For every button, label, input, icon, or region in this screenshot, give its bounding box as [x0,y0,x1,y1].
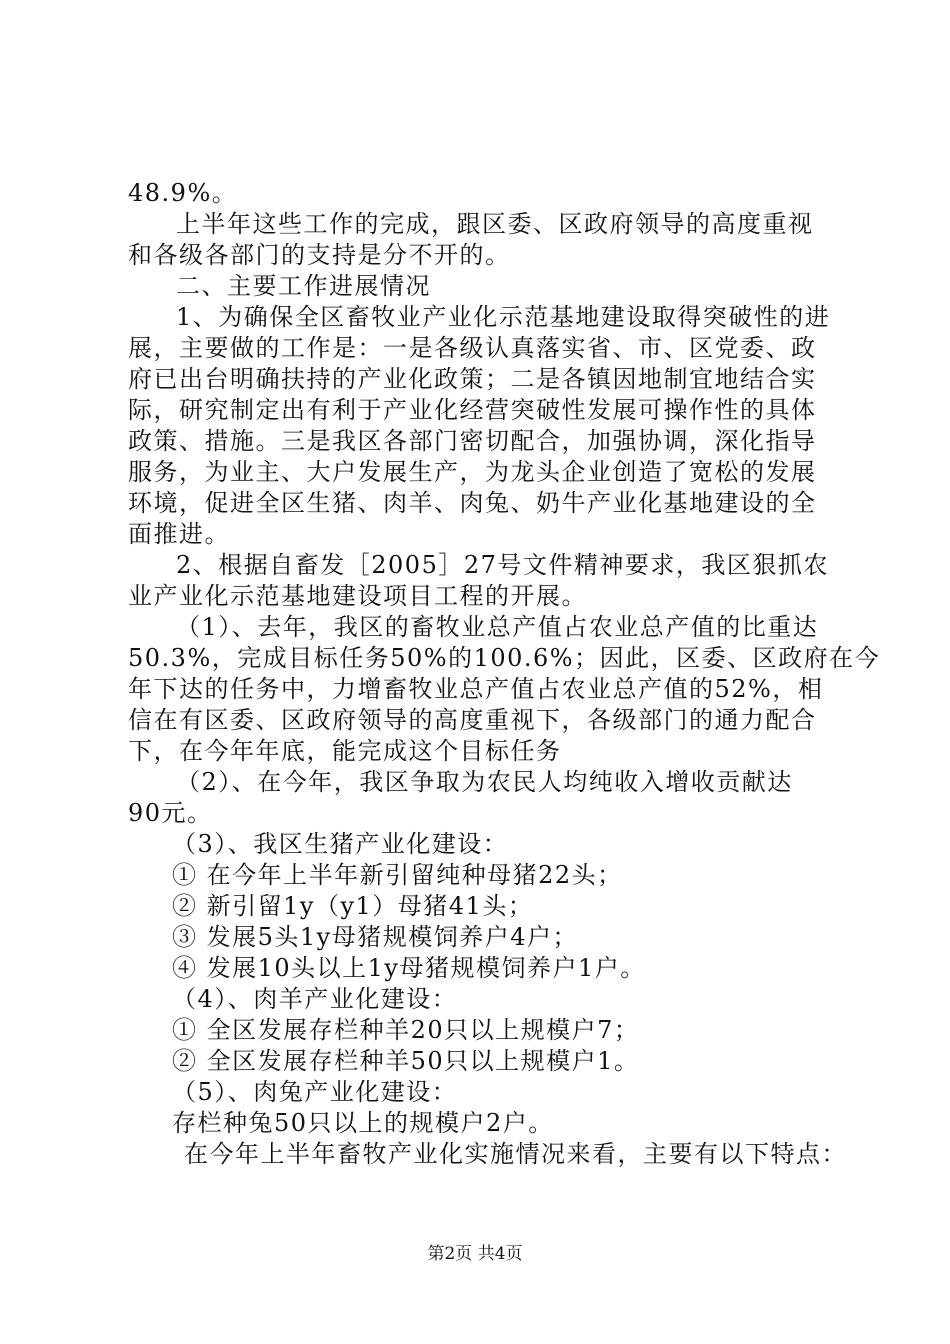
list-item: ① 在今年上半年新引留纯种母猪22头； [172,861,623,889]
text-line: （2）、在今年，我区争取为农民人均纯收入增收贡献达 [176,768,793,796]
text-line: 业产业化示范基地建设项目工程的开展。 [128,582,587,610]
text-line: 展，主要做的工作是：一是各级认真落实省、市、区党委、政 [128,334,817,362]
list-heading: （5）、肉兔产业化建设： [172,1078,458,1106]
text-line: 政策、措施。三是我区各部门密切配合，加强协调，深化指导 [128,427,817,455]
text-line: 在今年上半年畜牧产业化实施情况来看，主要有以下特点： [184,1140,847,1168]
text-line: 环境，促进全区生猪、肉羊、肉兔、奶牛产业化基地建设的全 [128,489,817,517]
list-item: ② 全区发展存栏种羊50只以上规模户1。 [172,1047,640,1075]
text-line: 1、为确保全区畜牧业产业化示范基地建设取得突破性的进 [176,303,831,331]
text-line: 下，在今年年底，能完成这个目标任务 [128,737,562,765]
list-item: ① 全区发展存栏种羊20只以上规模户7； [172,1016,640,1044]
text-line: 和各级各部门的支持是分不开的。 [128,241,511,269]
list-heading: （3）、我区生猪产业化建设： [172,830,509,858]
list-item: ② 新引留1y（y1）母猪41头； [172,892,534,920]
list-item: ④ 发展10头以上1y母猪规模饲养户1户。 [172,954,646,982]
text-line: 48.9%。 [128,179,238,207]
page-number-footer: 第2页 共4页 [427,1244,523,1264]
text-line: 50.3%，完成目标任务50%的100.6%；因此，区委、区政府在今 [128,644,881,672]
list-item: 存栏种兔50只以上的规模户2户。 [172,1109,554,1137]
text-line: 面推进。 [128,520,230,548]
text-line: （1）、去年，我区的畜牧业总产值占农业总产值的比重达 [176,613,819,641]
list-item: ③ 发展5头1y母猪规模饲养户4户； [172,923,578,951]
text-line: 服务，为业主、大户发展生产，为龙头企业创造了宽松的发展 [128,458,817,486]
section-heading: 二、主要工作进展情况 [176,272,431,300]
text-line: 信在有区委、区政府领导的高度重视下，各级部门的通力配合 [128,706,817,734]
text-line: 府已出台明确扶持的产业化政策；二是各镇因地制宜地结合实 [128,365,817,393]
text-line: 2、根据自畜发［2005］27号文件精神要求，我区狠抓农 [176,551,829,579]
text-line: 际，研究制定出有利于产业化经营突破性发展可操作性的具体 [128,396,817,424]
text-line: 年下达的任务中，力增畜牧业总产值占农业总产值的52%，相 [128,675,824,703]
text-line: 上半年这些工作的完成，跟区委、区政府领导的高度重视 [176,210,814,238]
text-line: 90元。 [128,799,213,827]
list-heading: （4）、肉羊产业化建设： [172,985,458,1013]
